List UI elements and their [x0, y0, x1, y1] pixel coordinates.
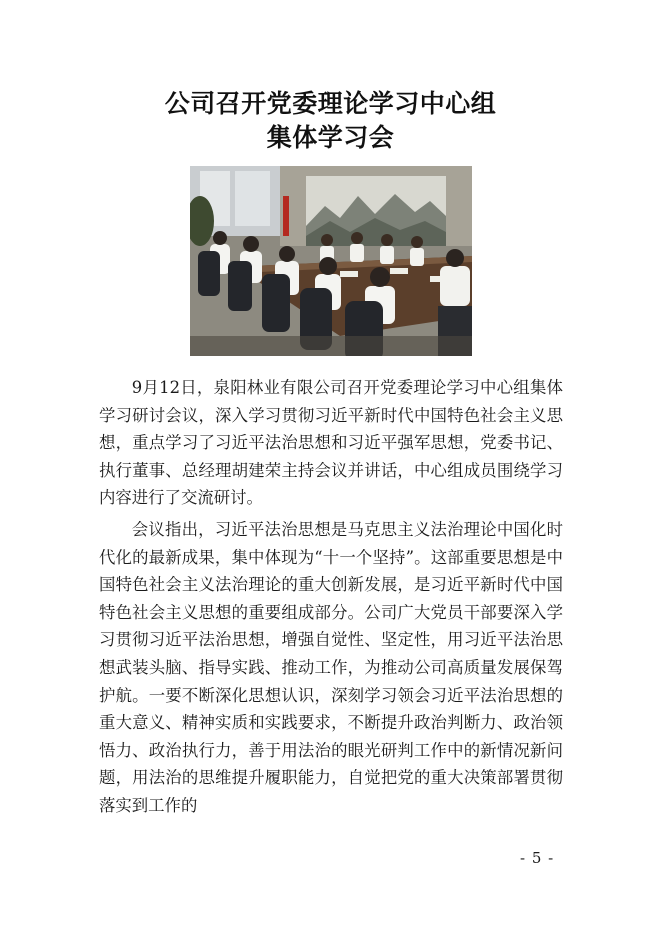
- headline-line-1: 公司召开党委理论学习中心组: [164, 89, 497, 118]
- meeting-photo: [190, 166, 472, 356]
- paragraph-1: 9月12日，泉阳林业有限公司召开党委理论学习中心组集体学习研讨会议，深入学习贯彻习近平新时代中国特色社会主义思想，重点学习了习近平法治思想和习近平强军思想，党委书记、执行董事、总经理胡建荣主持会议并讲话，中心组成员围绕学习内容进行了交流研讨。: [99, 378, 563, 508]
- page-number: - 5 -: [520, 849, 555, 867]
- paragraph-2: 会议指出，习近平法治思想是马克思主义法治理论中国化时代化的最新成果，集中体现为“十一个坚持”。这部重要思想是中国特色社会主义法治理论的重大创新发展，是习近平新时代中国特色社会主义思想的重要组成部分。公司广大党员干部要深入学习贯彻习近平法治思想，增强自觉性、坚定性，用习近平法治思想武装头脑、指导实践、推动工作，为推动公司高质量发展保驾护航。一要不断深化思想认识，深刻学习领会习近平法治思想的重大意义、精神实质和实践要求，不断提升政治判断力、政治领悟力、政治执行力，善于用法治的眼光研判工作中的新情况新问题，用法治的思维提升履职能力，自觉把党的重大决策部署贯彻落实到工作的: [99, 520, 563, 815]
- headline-line-2: 集体学习会: [266, 123, 395, 152]
